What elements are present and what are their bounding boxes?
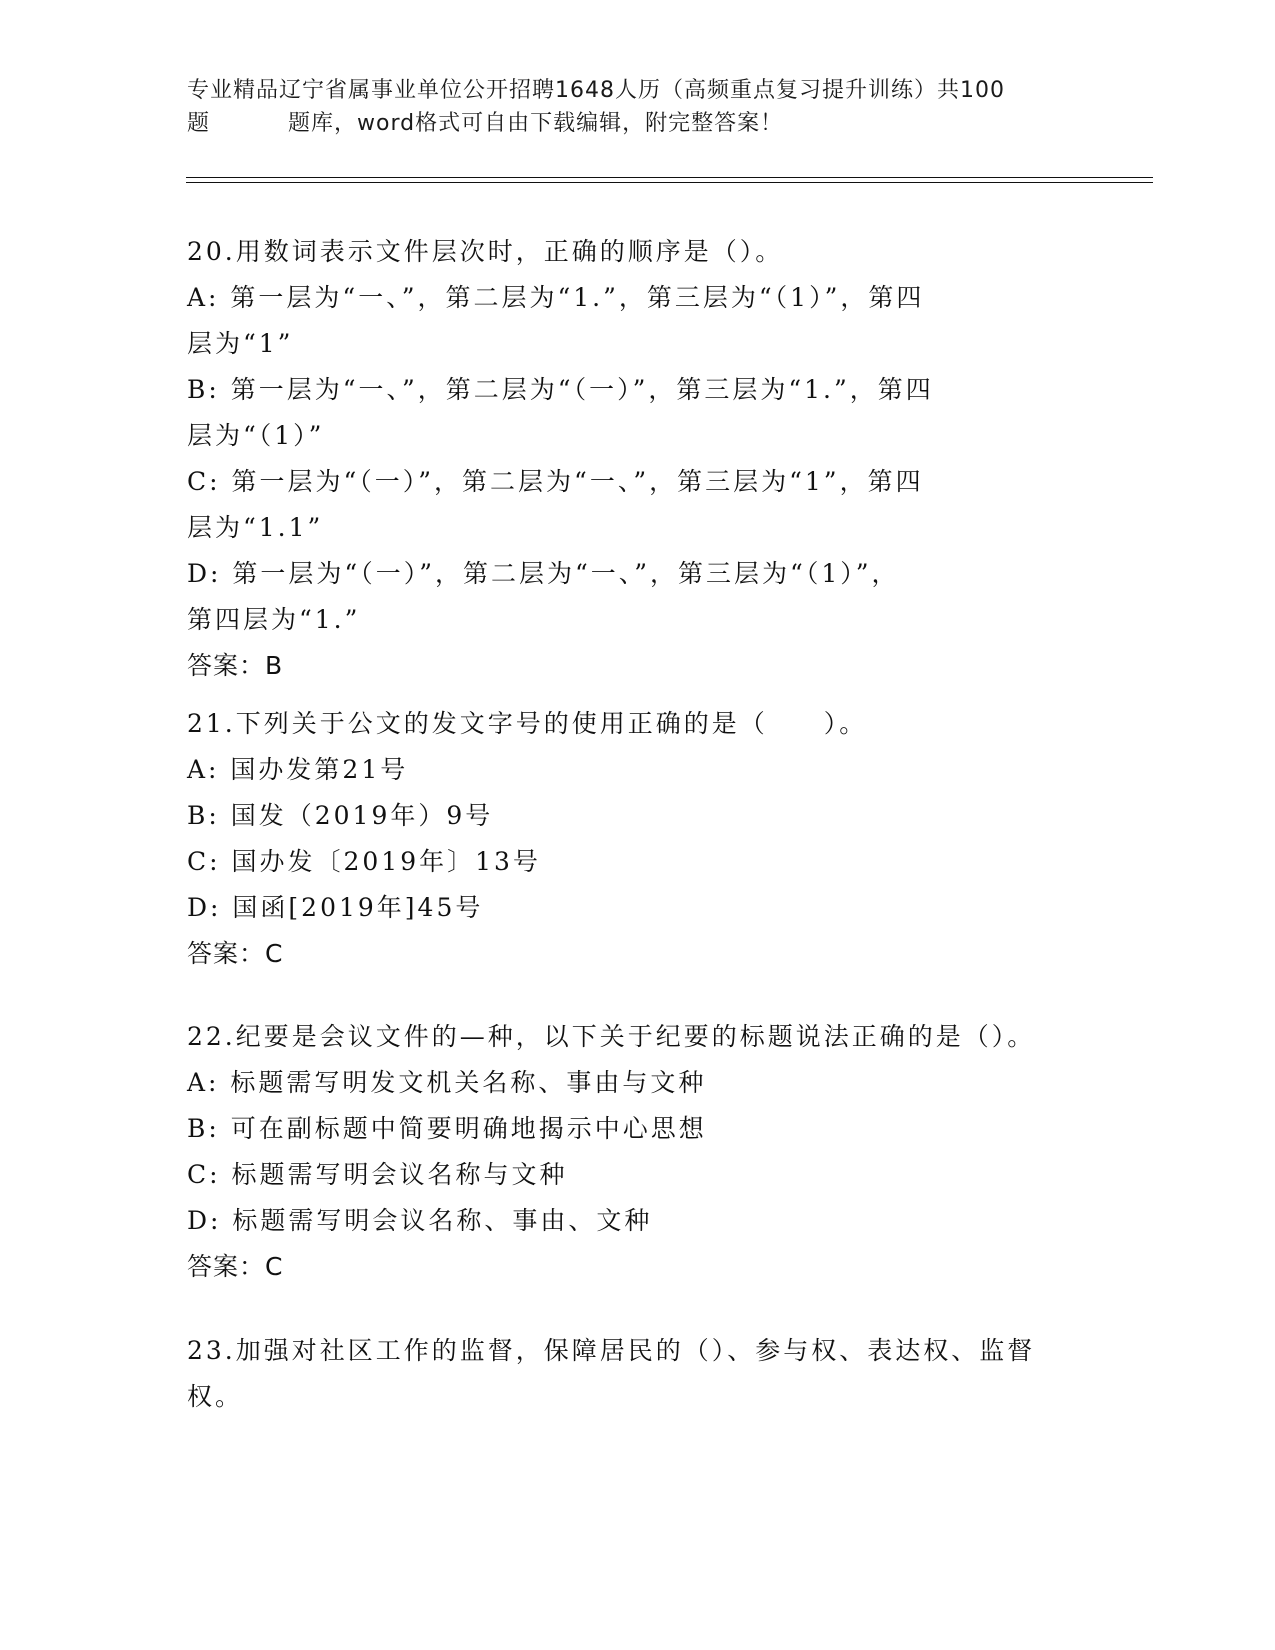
question-stem-continued: 权。 — [187, 1382, 244, 1411]
option-a-line-1: A: 第一层为“一、”，第二层为“1.”，第三层为“（1）”，第四 — [187, 283, 925, 312]
question-22 — [187, 1014, 1087, 1290]
header-line-2-left: 题 — [187, 111, 211, 136]
question-stem: 21.下列关于公文的发文字号的使用正确的是（ ）。 — [187, 709, 868, 738]
header-divider-bottom — [186, 182, 1153, 183]
question-20 — [187, 229, 1087, 689]
option-b-line-2: 层为“（1）” — [187, 421, 325, 450]
option-c-line-1: C: 第一层为“（一）”，第二层为“一、”，第三层为“1”，第四 — [187, 467, 924, 496]
option-d: D: 国函[2019年]45号 — [187, 893, 484, 922]
question-stem: 22.纪要是会议文件的—种，以下关于纪要的标题说法正确的是（）。 — [187, 1022, 1036, 1051]
answer: 答案：B — [187, 651, 284, 680]
header-line-2-right: 题库，word格式可自由下载编辑，附完整答案！ — [288, 111, 784, 136]
page-header — [187, 74, 1087, 140]
answer: 答案：C — [187, 939, 284, 968]
option-a-line-2: 层为“1” — [187, 329, 294, 358]
option-b: B: 可在副标题中简要明确地揭示中心思想 — [187, 1114, 707, 1143]
header-divider-top — [186, 177, 1153, 178]
header-line-2 — [187, 107, 1087, 140]
header-line-1: 专业精品辽宁省属事业单位公开招聘1648人历（高频重点复习提升训练）共100 — [187, 78, 1005, 103]
option-b-line-1: B: 第一层为“一、”，第二层为“（一）”，第三层为“1.”，第四 — [187, 375, 934, 404]
option-c: C: 国办发〔2019年〕13号 — [187, 847, 541, 876]
option-d: D: 标题需写明会议名称、事由、文种 — [187, 1206, 653, 1235]
question-23 — [187, 1328, 1087, 1420]
option-c: C: 标题需写明会议名称与文种 — [187, 1160, 568, 1189]
option-d-line-2: 第四层为“1.” — [187, 605, 361, 634]
question-21 — [187, 701, 1087, 977]
option-a: A: 标题需写明发文机关名称、事由与文种 — [187, 1068, 707, 1097]
question-stem: 20.用数词表示文件层次时，正确的顺序是（）。 — [187, 237, 784, 266]
option-a: A: 国办发第21号 — [187, 755, 409, 784]
option-d-line-1: D: 第一层为“（一）”，第二层为“一、”，第三层为“（1）”， — [187, 559, 900, 588]
question-stem: 23.加强对社区工作的监督，保障居民的（）、参与权、表达权、监督 — [187, 1336, 1036, 1365]
option-c-line-2: 层为“1.1” — [187, 513, 324, 542]
answer: 答案：C — [187, 1252, 284, 1281]
option-b: B: 国发（2019年）9号 — [187, 801, 494, 830]
